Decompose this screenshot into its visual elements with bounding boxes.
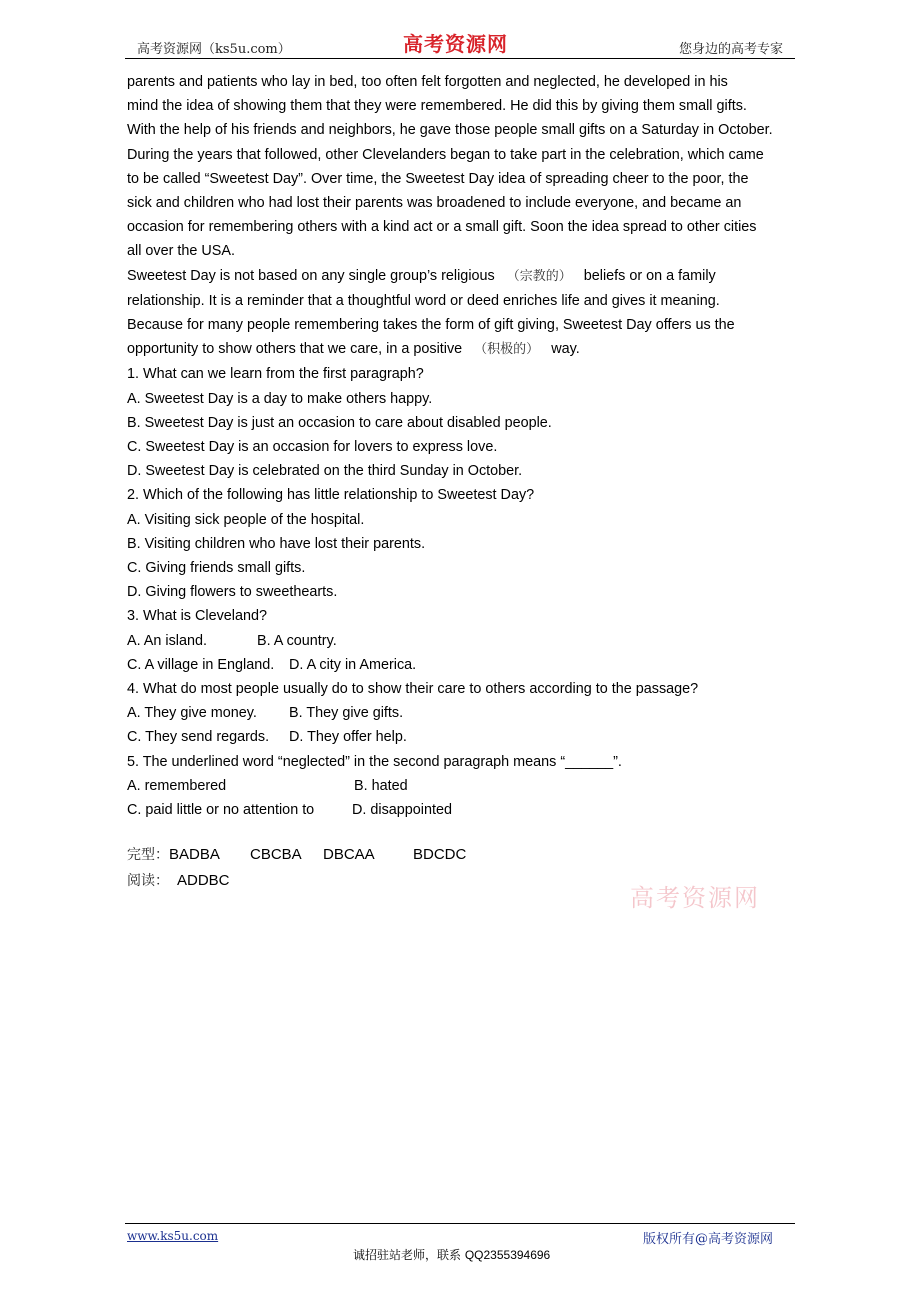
- passage-text: way.: [551, 341, 580, 358]
- chinese-gloss: （宗教的）: [506, 268, 572, 284]
- passage-line: sick and children who had lost their parents was broadened to include everyone, and became an: [127, 195, 742, 212]
- passage-paragraph-1: [127, 70, 807, 264]
- question-option-row: [127, 701, 807, 725]
- header-divider: [125, 58, 795, 59]
- cloze-label: 完型：: [127, 847, 169, 863]
- question-option-row: [127, 629, 807, 653]
- question-option: C. They send regards.: [127, 729, 270, 746]
- cloze-answers: [127, 842, 466, 868]
- passage-line: mind the idea of showing them that they were remembered. He did this by giving them small gifts.: [127, 98, 747, 115]
- passage-line: all over the USA.: [127, 243, 235, 260]
- answer-group: CBCBA: [250, 846, 302, 863]
- question-option: A. An island.: [127, 632, 207, 649]
- passage-line: Because for many people remembering takes the form of gift giving, Sweetest Day offers us the: [127, 317, 735, 334]
- question-option: B. Visiting children who have lost their parents.: [127, 535, 426, 552]
- question-option: C. Sweetest Day is an occasion for lovers to express love.: [127, 439, 498, 456]
- footer-recruitment-text: 诚招驻站老师，联系: [353, 1248, 465, 1262]
- question-option: C. A village in England.: [127, 656, 275, 673]
- question-1: [127, 362, 807, 483]
- passage-line: parents and patients who lay in bed, too often felt forgotten and neglected, he developed in his: [127, 74, 728, 90]
- question-stem: 3. What is Cleveland?: [127, 608, 267, 625]
- question-option: D. Giving flowers to sweethearts.: [127, 584, 338, 601]
- document-body: [127, 70, 807, 822]
- passage-line: During the years that followed, other Clevelanders began to take part in the celebration, which came: [127, 146, 764, 163]
- question-option: D. disappointed: [352, 802, 453, 819]
- question-option-row: [127, 653, 807, 677]
- answer-group: ADDBC: [177, 872, 230, 889]
- question-option: A. Visiting sick people of the hospital.: [127, 511, 365, 528]
- question-stem: 2. Which of the following has little relationship to Sweetest Day?: [127, 487, 535, 504]
- question-option: C. Giving friends small gifts.: [127, 560, 306, 577]
- passage-text: beliefs or on a family: [583, 267, 716, 284]
- question-3: [127, 604, 807, 677]
- question-stem: 1. What can we learn from the first paragraph?: [127, 366, 424, 383]
- question-option: C. paid little or no attention to: [127, 802, 315, 819]
- question-5: [127, 750, 807, 823]
- footer-recruitment: [353, 1246, 550, 1263]
- footer-copyright: 版权所有@高考资源网: [642, 1232, 773, 1247]
- passage-paragraph-2: [127, 264, 807, 363]
- reading-answers: [127, 868, 466, 894]
- answer-group: BADBA: [169, 846, 220, 863]
- header-logo: 高考资源网: [403, 32, 508, 56]
- header-site-name: 高考资源网（ks5u.com）: [137, 42, 291, 57]
- question-option-row: [127, 798, 807, 822]
- page-header: [125, 28, 795, 60]
- question-2: [127, 483, 807, 604]
- answer-group: BDCDC: [413, 846, 467, 863]
- question-option: B. hated: [354, 777, 408, 794]
- question-option: B. Sweetest Day is just an occasion to care about disabled people.: [127, 414, 552, 431]
- question-option-row: [127, 774, 807, 798]
- header-slogan: 您身边的高考专家: [678, 42, 783, 57]
- passage-line: [127, 264, 807, 289]
- question-stem: 5. The underlined word “neglected” in the second paragraph means “______”.: [127, 753, 622, 770]
- question-option: A. They give money.: [127, 705, 257, 722]
- footer-site-link[interactable]: www.ks5u.com: [127, 1229, 219, 1243]
- footer-qq-number: QQ2355394696: [464, 1248, 551, 1262]
- reading-label: 阅读：: [127, 873, 169, 889]
- question-option: B. They give gifts.: [289, 705, 404, 722]
- passage-line: relationship. It is a reminder that a thoughtful word or deed enriches life and gives it meaning.: [127, 292, 720, 309]
- question-option: A. Sweetest Day is a day to make others happy.: [127, 390, 433, 407]
- passage-line: occasion for remembering others with a kind act or a small gift. Soon the idea spread to other cities: [127, 219, 757, 236]
- chinese-gloss: （积极的）: [474, 342, 540, 358]
- passage-line: [127, 337, 807, 362]
- passage-text: Sweetest Day is not based on any single group’s religious: [127, 267, 495, 284]
- question-option: D. A city in America.: [289, 656, 417, 673]
- question-4: [127, 677, 807, 750]
- question-option: D. They offer help.: [289, 729, 407, 746]
- answer-key: [127, 842, 466, 894]
- question-option: A. remembered: [127, 777, 227, 794]
- question-option-row: [127, 725, 807, 749]
- answer-group: DBCAA: [323, 846, 375, 863]
- watermark-logo: 高考资源网: [630, 884, 760, 912]
- question-stem: 4. What do most people usually do to show their care to others according to the passage?: [127, 681, 699, 698]
- passage-line: to be called “Sweetest Day”. Over time, the Sweetest Day idea of spreading cheer to the poor, the: [127, 170, 749, 187]
- footer-divider: [125, 1223, 795, 1224]
- passage-line: With the help of his friends and neighbors, he gave those people small gifts on a Saturday in October.: [127, 122, 773, 139]
- question-option: B. A country.: [257, 632, 337, 649]
- passage-text: opportunity to show others that we care, in a positive: [127, 341, 463, 358]
- question-option: D. Sweetest Day is celebrated on the third Sunday in October.: [127, 463, 523, 480]
